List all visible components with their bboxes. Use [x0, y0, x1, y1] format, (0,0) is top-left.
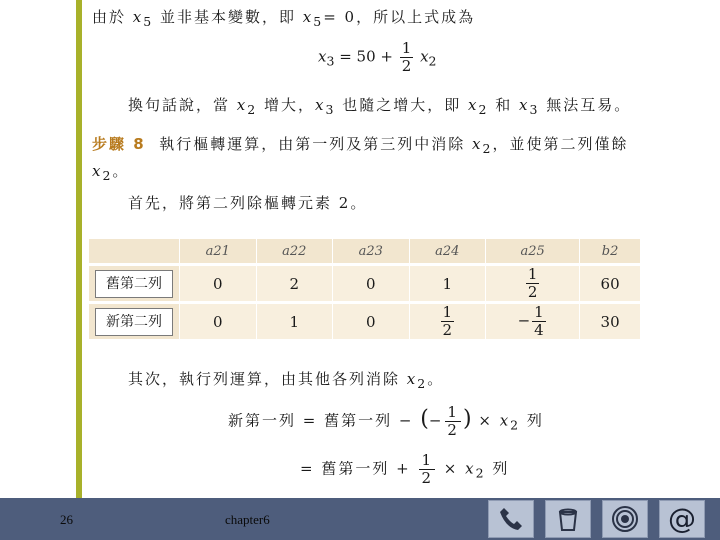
fraction [419, 452, 435, 487]
text: 也隨之增大，即 [342, 96, 462, 114]
sub: 5 [143, 14, 154, 29]
var: x [420, 47, 429, 66]
num: 1 [442, 303, 453, 321]
sub: 3 [325, 102, 336, 117]
at-sign-button[interactable] [659, 500, 705, 538]
row-label: 舊第二列 [95, 270, 173, 298]
sub: 2 [102, 168, 113, 183]
num: 1 [527, 265, 538, 283]
table-cell [485, 263, 579, 301]
var: x [468, 96, 479, 114]
left-paren: ( [420, 406, 429, 432]
table-cell: 0 [179, 301, 256, 339]
header-cell: a22 [256, 239, 333, 263]
var: x [132, 8, 144, 26]
num: 1 [447, 403, 459, 421]
at-sign-icon [665, 502, 699, 536]
operator: − [398, 411, 414, 430]
den: 2 [421, 469, 434, 487]
phone-icon [496, 504, 526, 534]
num: 1 [534, 303, 544, 321]
sub: 2 [475, 465, 486, 481]
row-label-cell [88, 263, 179, 301]
row-label-cell [88, 301, 179, 339]
var: x [315, 96, 326, 114]
sub: 5 [313, 14, 324, 29]
sub: 3 [326, 53, 335, 69]
text-line-4 [128, 368, 444, 391]
equation-1 [318, 40, 437, 75]
num: 1 [401, 39, 412, 57]
sub: 2 [510, 417, 521, 433]
table-cell: 2 [256, 263, 333, 301]
text: 。 [427, 370, 445, 388]
header-cell: a23 [332, 239, 409, 263]
fraction [532, 304, 546, 339]
text: 執行樞轉運算，由第一列及第三列中消除 [159, 135, 466, 153]
text: 增大， [264, 96, 316, 114]
table-cell: 0 [332, 301, 409, 339]
var: x [406, 370, 418, 388]
header-cell: a24 [409, 239, 486, 263]
fraction [526, 266, 540, 301]
fraction [445, 404, 461, 439]
text: ，並使第二列僅餘 [492, 135, 629, 153]
text: 由於 [92, 8, 127, 26]
table-cell: 1 [256, 301, 333, 339]
text: = 0，所以上式成為 [323, 8, 476, 26]
header-cell: a21 [179, 239, 256, 263]
text: 列 [526, 411, 544, 430]
row-label: 新第二列 [95, 308, 173, 336]
text: 。 [112, 162, 130, 180]
fraction [400, 40, 414, 75]
table-cell: 0 [179, 263, 256, 301]
sub: 2 [482, 141, 493, 156]
table-cell [485, 301, 579, 339]
text: 換句話說，當 [128, 96, 231, 114]
svg-text:@: @ [668, 502, 696, 535]
cup-button[interactable] [545, 500, 591, 538]
table-row [88, 301, 640, 339]
text: 無法互易。 [546, 96, 632, 114]
table-row [88, 263, 640, 301]
den: 4 [534, 321, 544, 339]
var: x [472, 135, 483, 153]
header-cell [88, 239, 179, 263]
var: x [519, 96, 530, 114]
chapter-label: chapter6 [225, 512, 270, 527]
var: x [302, 8, 314, 26]
speaker-icon [608, 504, 642, 534]
operator: × [478, 411, 493, 430]
speaker-button[interactable] [602, 500, 648, 538]
fraction [441, 304, 455, 339]
den: 2 [447, 421, 459, 439]
sub: 2 [417, 376, 428, 391]
page-number: 26 [60, 512, 73, 527]
operator: × [443, 459, 459, 478]
minus-sign: − [428, 411, 444, 430]
step-8-cont [92, 160, 129, 183]
minus-sign: − [517, 311, 531, 330]
table-cell: 1 [409, 263, 486, 301]
step-8 [92, 133, 628, 156]
table-cell: 0 [332, 263, 409, 301]
cup-icon [553, 504, 583, 534]
var: x [236, 96, 248, 114]
text-line-3: 首先，將第二列除樞轉元素 2。 [128, 194, 368, 212]
equation-3 [300, 452, 509, 487]
header-cell: b2 [579, 239, 640, 263]
sub: 2 [428, 53, 437, 69]
table-cell: 60 [579, 263, 640, 301]
var: x [499, 411, 511, 430]
text: 和 [495, 96, 513, 114]
text: 列 [492, 459, 510, 478]
var: x [92, 162, 103, 180]
sub: 2 [247, 102, 258, 117]
sub: 2 [478, 102, 489, 117]
text: 其次，執行列運算，由其他各列消除 [128, 370, 401, 388]
den: 2 [527, 283, 538, 301]
margin-bar [76, 0, 82, 498]
table-header-row [88, 239, 640, 263]
equation-2 [228, 404, 544, 439]
text: 並非基本變數，即 [160, 8, 297, 26]
table-cell: 30 [579, 301, 640, 339]
var: x [465, 459, 476, 478]
text-line-2 [128, 94, 631, 117]
footer-bar [0, 498, 720, 540]
phone-button[interactable] [488, 500, 534, 538]
den: 2 [442, 321, 453, 339]
step-label: 步驟 8 [92, 135, 146, 153]
num: 1 [421, 451, 434, 469]
header-cell: a25 [485, 239, 579, 263]
text-line-1 [92, 6, 475, 29]
var: x [318, 47, 327, 66]
text: = 50 + [339, 47, 393, 66]
text: 新第一列 = 舊第一列 [228, 411, 393, 430]
right-paren: ) [462, 406, 472, 432]
table-cell [409, 301, 486, 339]
matrix-table [88, 239, 640, 339]
sub: 3 [529, 102, 540, 117]
text: = 舊第一列 + [300, 459, 411, 478]
den: 2 [401, 57, 412, 75]
